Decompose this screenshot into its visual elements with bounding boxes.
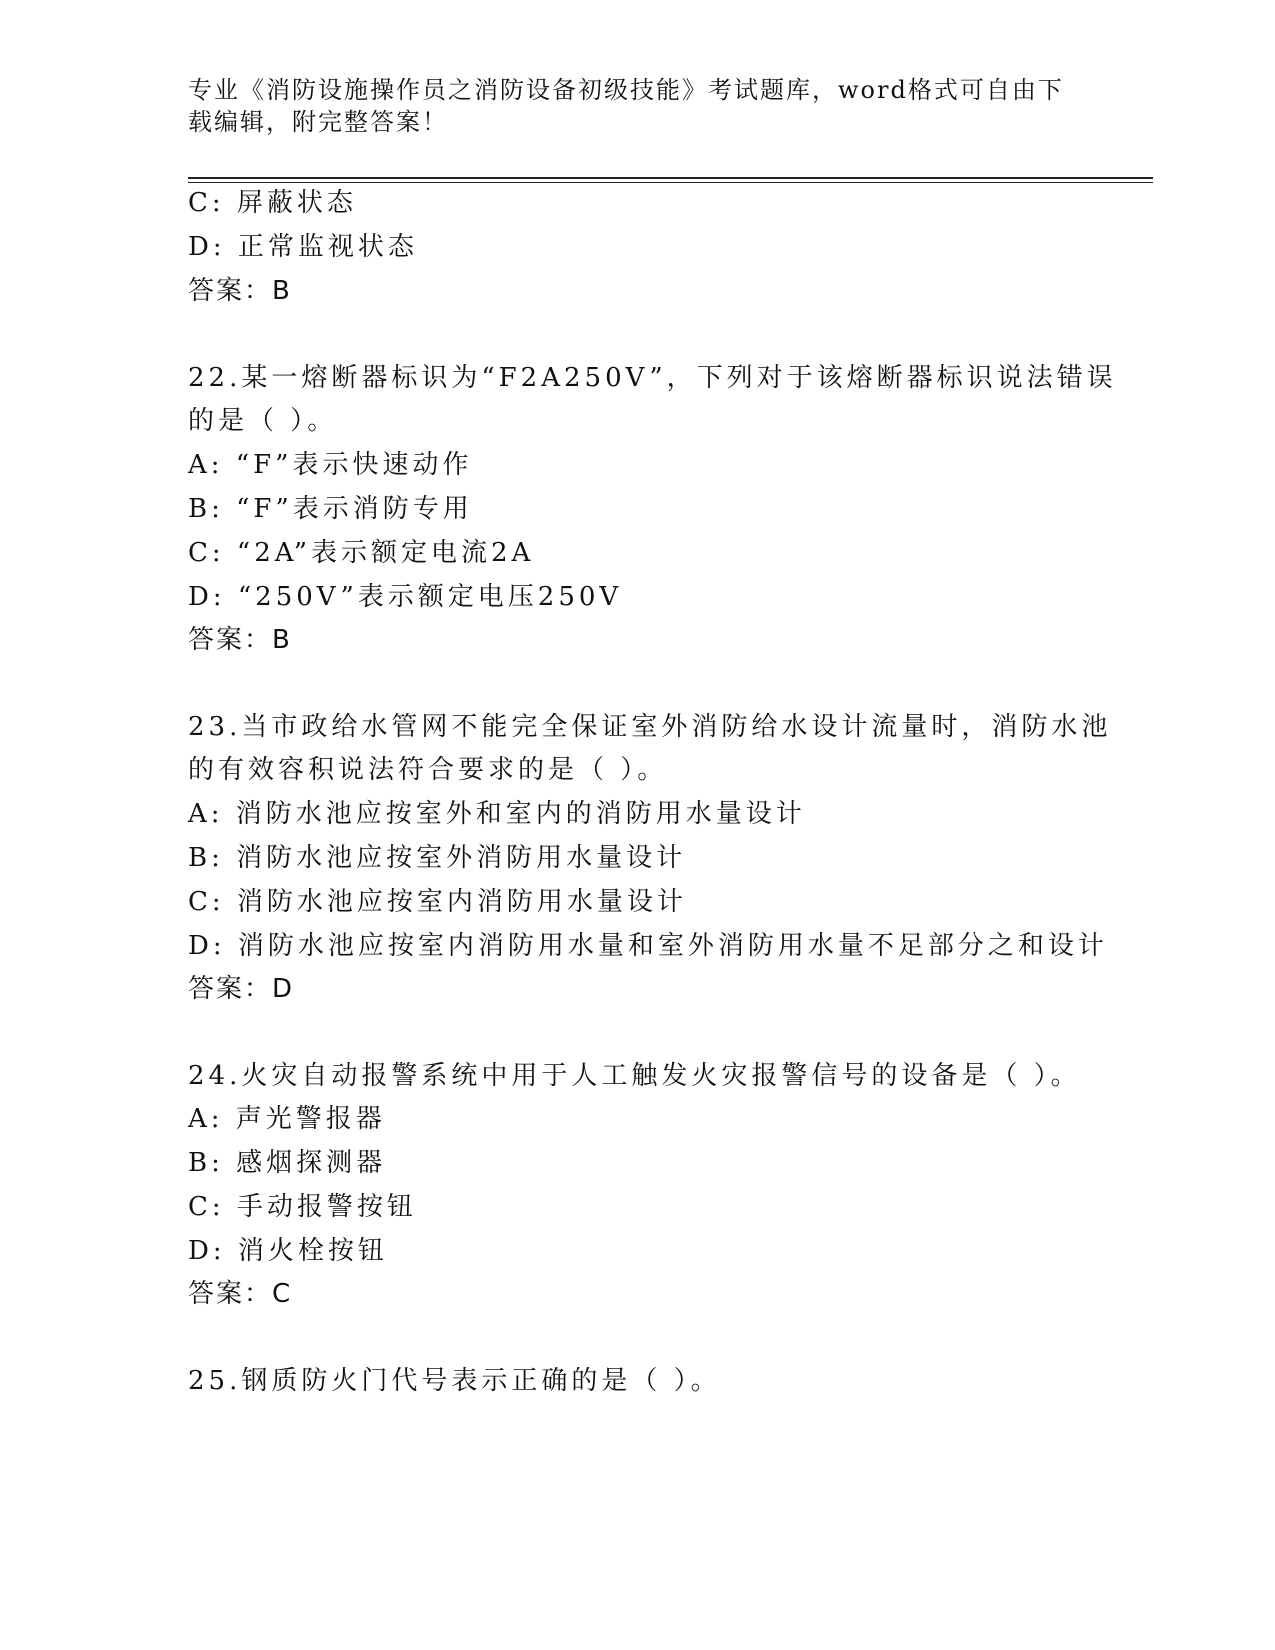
document-header: 专业《消防设施操作员之消防设备初级技能》考试题库，word格式可自由下载编辑，附完整答案！: [188, 76, 1064, 136]
question-stem: 22.某一熔断器标识为“F2A250V”，下列对于该熔断器标识说法错误: [188, 363, 1117, 393]
option-d: D: 消火栓按钮: [188, 1236, 388, 1266]
answer: 答案：C: [188, 1279, 293, 1309]
option-c: C: 手动报警按钮: [188, 1192, 417, 1222]
answer: 答案：D: [188, 974, 295, 1004]
option-c: C: “2A”表示额定电流2A: [188, 538, 535, 568]
option-c: C: 消防水池应按室内消防用水量设计: [188, 887, 687, 917]
option-d: D: 消防水池应按室内消防用水量和室外消防用水量不足部分之和设计: [188, 931, 1108, 961]
option-b: B: 感烟探测器: [188, 1148, 387, 1178]
question-stem: 23.当市政给水管网不能完全保证室外消防给水设计流量时，消防水池: [188, 712, 1112, 742]
question-stem-cont: 的是（ ）。: [188, 406, 338, 436]
option-b: B: “F”表示消防专用: [188, 494, 473, 524]
option-a: A: 消防水池应按室外和室内的消防用水量设计: [188, 799, 806, 829]
answer: 答案：B: [188, 625, 292, 655]
answer: 答案：B: [188, 276, 292, 306]
option-a: A: 声光警报器: [188, 1104, 386, 1134]
option-c: C: 屏蔽状态: [188, 188, 357, 218]
option-a: A: “F”表示快速动作: [188, 450, 473, 480]
option-b: B: 消防水池应按室外消防用水量设计: [188, 843, 687, 873]
header-divider: [188, 177, 1153, 179]
option-d: D: 正常监视状态: [188, 232, 418, 262]
question-stem: 24.火灾自动报警系统中用于人工触发火灾报警信号的设备是（ ）。: [188, 1061, 1081, 1091]
question-stem-cont: 的有效容积说法符合要求的是（ ）。: [188, 755, 668, 785]
option-d: D: “250V”表示额定电压250V: [188, 582, 623, 612]
header-divider-thin: [188, 182, 1153, 183]
question-stem: 25.钢质防火门代号表示正确的是（ ）。: [188, 1366, 721, 1396]
